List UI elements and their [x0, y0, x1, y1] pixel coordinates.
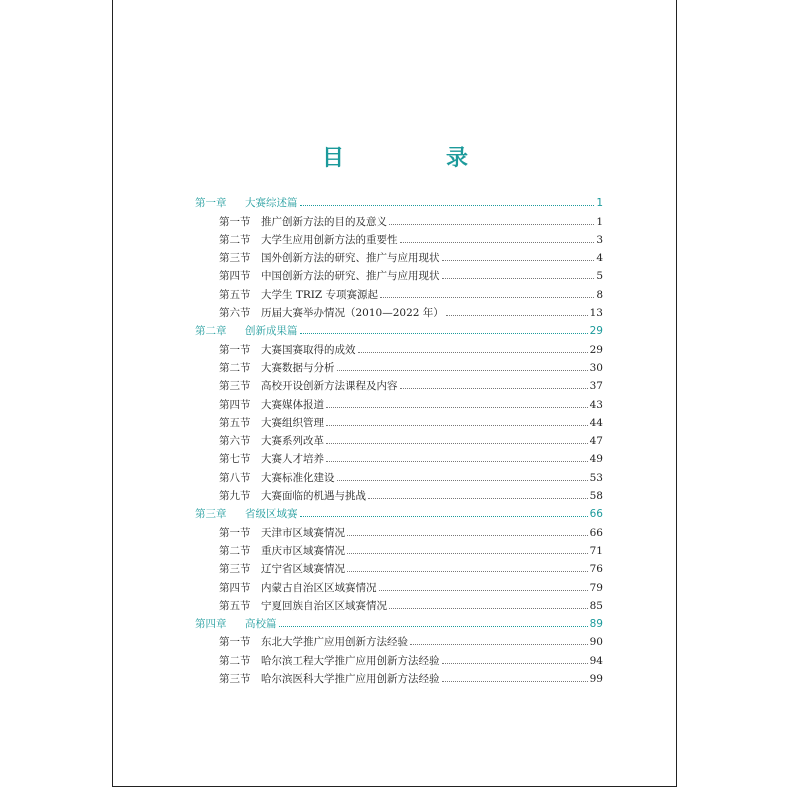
section-entry-leader: [380, 297, 594, 298]
section-entry-leader: [389, 608, 588, 609]
section-entry-title: 东北大学推广应用创新方法经验: [261, 636, 408, 649]
section-entry-leader: [442, 663, 588, 664]
chapter-entry-leader: [279, 626, 588, 627]
section-entry-leader: [446, 315, 588, 316]
section-entry[interactable]: [195, 558, 603, 576]
chapter-entry-number: 第四章: [195, 618, 227, 631]
section-entry-number: 第四节: [219, 270, 251, 283]
section-entry-page: 8: [596, 288, 603, 301]
section-entry-page: 85: [589, 599, 603, 612]
page-title: 目 录: [321, 146, 508, 171]
section-entry-title: 天津市区域赛情况: [261, 526, 345, 539]
section-entry-leader: [337, 480, 588, 481]
section-entry-number: 第八节: [219, 471, 251, 484]
chapter-entry-page: 66: [589, 508, 603, 521]
section-entry-number: 第五节: [219, 416, 251, 429]
section-entry-number: 第二节: [219, 361, 251, 374]
section-entry-title: 辽宁省区域赛情况: [261, 563, 345, 576]
section-entry-leader: [389, 224, 594, 225]
section-entry[interactable]: [195, 649, 603, 667]
section-entry-title: 大赛国赛取得的成效: [261, 343, 356, 356]
section-entry-leader: [400, 388, 588, 389]
section-entry-page: 47: [589, 435, 603, 448]
section-entry[interactable]: [195, 229, 603, 247]
chapter-entry[interactable]: [195, 320, 603, 338]
section-entry-leader: [347, 571, 588, 572]
section-entry-number: 第一节: [219, 636, 251, 649]
section-entry-number: 第一节: [219, 215, 251, 228]
section-entry-page: 76: [589, 563, 603, 576]
chapter-entry-title: 省级区域赛: [245, 508, 298, 521]
section-entry-leader: [400, 242, 595, 243]
section-entry-number: 第九节: [219, 490, 251, 503]
chapter-entry-number: 第二章: [195, 325, 227, 338]
section-entry-leader: [442, 260, 595, 261]
section-entry-page: 44: [589, 416, 603, 429]
section-entry[interactable]: [195, 393, 603, 411]
section-entry-number: 第三节: [219, 673, 251, 686]
section-entry-number: 第六节: [219, 435, 251, 448]
chapter-entry[interactable]: [195, 503, 603, 521]
section-entry[interactable]: [195, 521, 603, 539]
section-entry-title: 大学生应用创新方法的重要性: [261, 233, 398, 246]
section-entry-number: 第三节: [219, 380, 251, 393]
chapter-entry-leader: [300, 205, 595, 206]
section-entry-title: 中国创新方法的研究、推广与应用现状: [261, 270, 440, 283]
chapter-entry-title: 高校篇: [245, 618, 277, 631]
section-entry-leader: [410, 644, 588, 645]
section-entry[interactable]: [195, 210, 603, 228]
section-entry-title: 大赛组织管理: [261, 416, 324, 429]
section-entry[interactable]: [195, 448, 603, 466]
section-entry-leader: [442, 681, 588, 682]
section-entry[interactable]: [195, 412, 603, 430]
section-entry-number: 第四节: [219, 581, 251, 594]
section-entry-title: 大赛人才培养: [261, 453, 324, 466]
chapter-entry-page: 89: [589, 618, 603, 631]
section-entry-page: 94: [589, 654, 603, 667]
section-entry-title: 推广创新方法的目的及意义: [261, 215, 387, 228]
chapter-entry-title: 大赛综述篇: [245, 197, 298, 210]
section-entry-page: 49: [589, 453, 603, 466]
section-entry-leader: [347, 535, 588, 536]
section-entry[interactable]: [195, 375, 603, 393]
section-entry-number: 第七节: [219, 453, 251, 466]
section-entry-number: 第三节: [219, 563, 251, 576]
section-entry-leader: [442, 278, 595, 279]
chapter-entry[interactable]: [195, 192, 603, 210]
section-entry-title: 重庆市区域赛情况: [261, 544, 345, 557]
section-entry-page: 1: [596, 215, 603, 228]
section-entry-title: 历届大赛举办情况（2010—2022 年）: [261, 307, 444, 320]
section-entry-title: 大赛系列改革: [261, 435, 324, 448]
chapter-entry-number: 第三章: [195, 508, 227, 521]
chapter-entry-number: 第一章: [195, 197, 227, 210]
section-entry-page: 37: [589, 380, 603, 393]
section-entry-leader: [379, 590, 588, 591]
section-entry[interactable]: [195, 430, 603, 448]
section-entry[interactable]: [195, 247, 603, 265]
section-entry-page: 66: [589, 526, 603, 539]
section-entry-title: 大赛数据与分析: [261, 361, 335, 374]
section-entry-number: 第三节: [219, 252, 251, 265]
section-entry-number: 第二节: [219, 654, 251, 667]
section-entry[interactable]: [195, 338, 603, 356]
section-entry[interactable]: [195, 485, 603, 503]
chapter-entry-page: 29: [589, 325, 603, 338]
chapter-entry-page: 1: [596, 197, 603, 210]
section-entry-page: 79: [589, 581, 603, 594]
section-entry-page: 30: [589, 361, 603, 374]
section-entry-number: 第五节: [219, 288, 251, 301]
section-entry-number: 第二节: [219, 233, 251, 246]
section-entry-number: 第四节: [219, 398, 251, 411]
section-entry[interactable]: [195, 668, 603, 686]
section-entry-number: 第六节: [219, 307, 251, 320]
section-entry-page: 29: [589, 343, 603, 356]
section-entry-page: 4: [596, 252, 603, 265]
section-entry-page: 58: [589, 490, 603, 503]
section-entry-title: 大赛媒体报道: [261, 398, 324, 411]
section-entry-number: 第一节: [219, 343, 251, 356]
section-entry-leader: [337, 370, 588, 371]
chapter-entry-title: 创新成果篇: [245, 325, 298, 338]
section-entry-title: 宁夏回族自治区区域赛情况: [261, 599, 387, 612]
section-entry[interactable]: [195, 265, 603, 283]
section-entry[interactable]: [195, 540, 603, 558]
section-entry-leader: [368, 498, 588, 499]
chapter-entry-leader: [300, 516, 588, 517]
section-entry-page: 99: [589, 673, 603, 686]
section-entry-number: 第一节: [219, 526, 251, 539]
chapter-entry[interactable]: [195, 613, 603, 631]
section-entry-leader: [326, 407, 588, 408]
section-entry-number: 第二节: [219, 544, 251, 557]
section-entry[interactable]: [195, 283, 603, 301]
section-entry[interactable]: [195, 302, 603, 320]
chapter-entry-leader: [300, 333, 588, 334]
section-entry[interactable]: [195, 631, 603, 649]
section-entry-page: 5: [596, 270, 603, 283]
section-entry-leader: [358, 352, 588, 353]
section-entry-leader: [326, 425, 588, 426]
table-of-contents: [195, 192, 603, 686]
section-entry-page: 53: [589, 471, 603, 484]
section-entry-title: 内蒙古自治区区域赛情况: [261, 581, 377, 594]
section-entry-title: 大赛面临的机遇与挑战: [261, 490, 366, 503]
section-entry-title: 大赛标准化建设: [261, 471, 335, 484]
section-entry[interactable]: [195, 576, 603, 594]
section-entry-page: 43: [589, 398, 603, 411]
section-entry-page: 3: [596, 233, 603, 246]
section-entry-leader: [326, 443, 588, 444]
section-entry-title: 大学生 TRIZ 专项赛源起: [261, 288, 379, 301]
section-entry-number: 第五节: [219, 599, 251, 612]
section-entry-page: 71: [589, 544, 603, 557]
section-entry-page: 90: [589, 636, 603, 649]
section-entry-title: 哈尔滨工程大学推广应用创新方法经验: [261, 654, 440, 667]
section-entry[interactable]: [195, 595, 603, 613]
section-entry-title: 国外创新方法的研究、推广与应用现状: [261, 252, 440, 265]
section-entry-leader: [347, 553, 588, 554]
section-entry-page: 13: [589, 307, 603, 320]
section-entry-leader: [326, 461, 588, 462]
section-entry[interactable]: [195, 466, 603, 484]
section-entry-title: 哈尔滨医科大学推广应用创新方法经验: [261, 673, 440, 686]
section-entry-title: 高校开设创新方法课程及内容: [261, 380, 398, 393]
section-entry[interactable]: [195, 357, 603, 375]
